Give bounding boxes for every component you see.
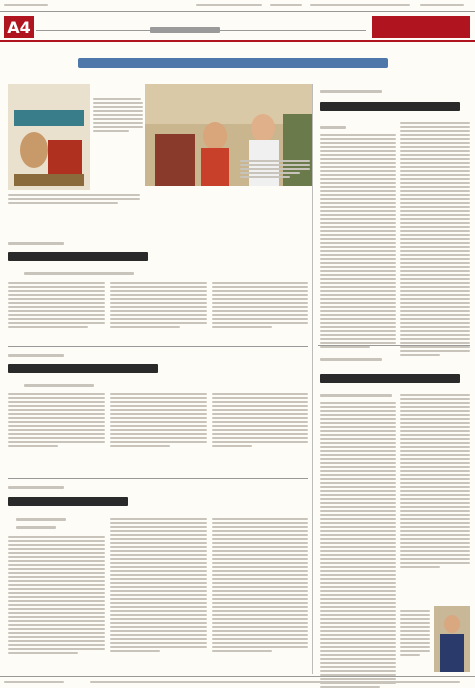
photo-left (8, 84, 90, 190)
right-article-a-kicker (320, 90, 382, 93)
article-1-body-col3 (212, 282, 308, 328)
article-1-kicker (8, 242, 64, 245)
article-1-body-col2 (110, 282, 207, 328)
photo-main-caption (240, 160, 310, 178)
right-article-a-headline (320, 102, 460, 111)
footer-rule (0, 676, 475, 677)
article-2-body (8, 393, 105, 447)
top-info-strip (0, 0, 475, 12)
footer-info (0, 678, 475, 686)
article-1-byline (24, 272, 134, 275)
article-3-kicker (8, 486, 64, 489)
right-article-b-body (320, 402, 396, 688)
article-3-byline-2 (16, 526, 56, 529)
photo-left-caption-continued (8, 194, 140, 204)
article-2-rule (8, 478, 308, 479)
article-1-headline (8, 252, 148, 261)
page-label (4, 16, 34, 38)
page-number: A4 (7, 17, 31, 37)
right-article-b-byline (320, 394, 392, 397)
right-article-b-headline (320, 374, 460, 383)
right-article-b-kicker (320, 358, 382, 361)
photo-left-image (8, 84, 90, 190)
right-article-a-body (320, 134, 396, 348)
right-article-a-byline (320, 126, 346, 129)
article-2-kicker (8, 354, 64, 357)
article-3-body (8, 536, 105, 654)
right-article-a-rule (318, 345, 470, 346)
photo-bottom-right (434, 606, 470, 672)
article-1-rule (8, 346, 308, 347)
article-3-byline (16, 518, 66, 521)
article-1-body (8, 282, 105, 328)
photo-bottom-right-caption (400, 610, 430, 656)
masthead-bottom-rule (0, 40, 475, 42)
article-2-body-col3 (212, 393, 308, 447)
article-2-headline (8, 364, 158, 373)
article-3-headline (8, 497, 128, 506)
right-article-b-body-col2 (400, 394, 470, 568)
page-title (372, 16, 470, 38)
article-3-body-col3 (212, 518, 308, 652)
photo-bottom-right-image (434, 606, 470, 672)
right-article-a-body-col2 (400, 122, 470, 356)
article-2-body-col2 (110, 393, 207, 447)
photo-left-caption (93, 98, 143, 132)
article-2-byline (24, 384, 94, 387)
banner-slogan (78, 56, 388, 70)
column-divider (312, 84, 313, 674)
article-3-body-col2 (110, 518, 207, 652)
section-name (150, 24, 220, 36)
